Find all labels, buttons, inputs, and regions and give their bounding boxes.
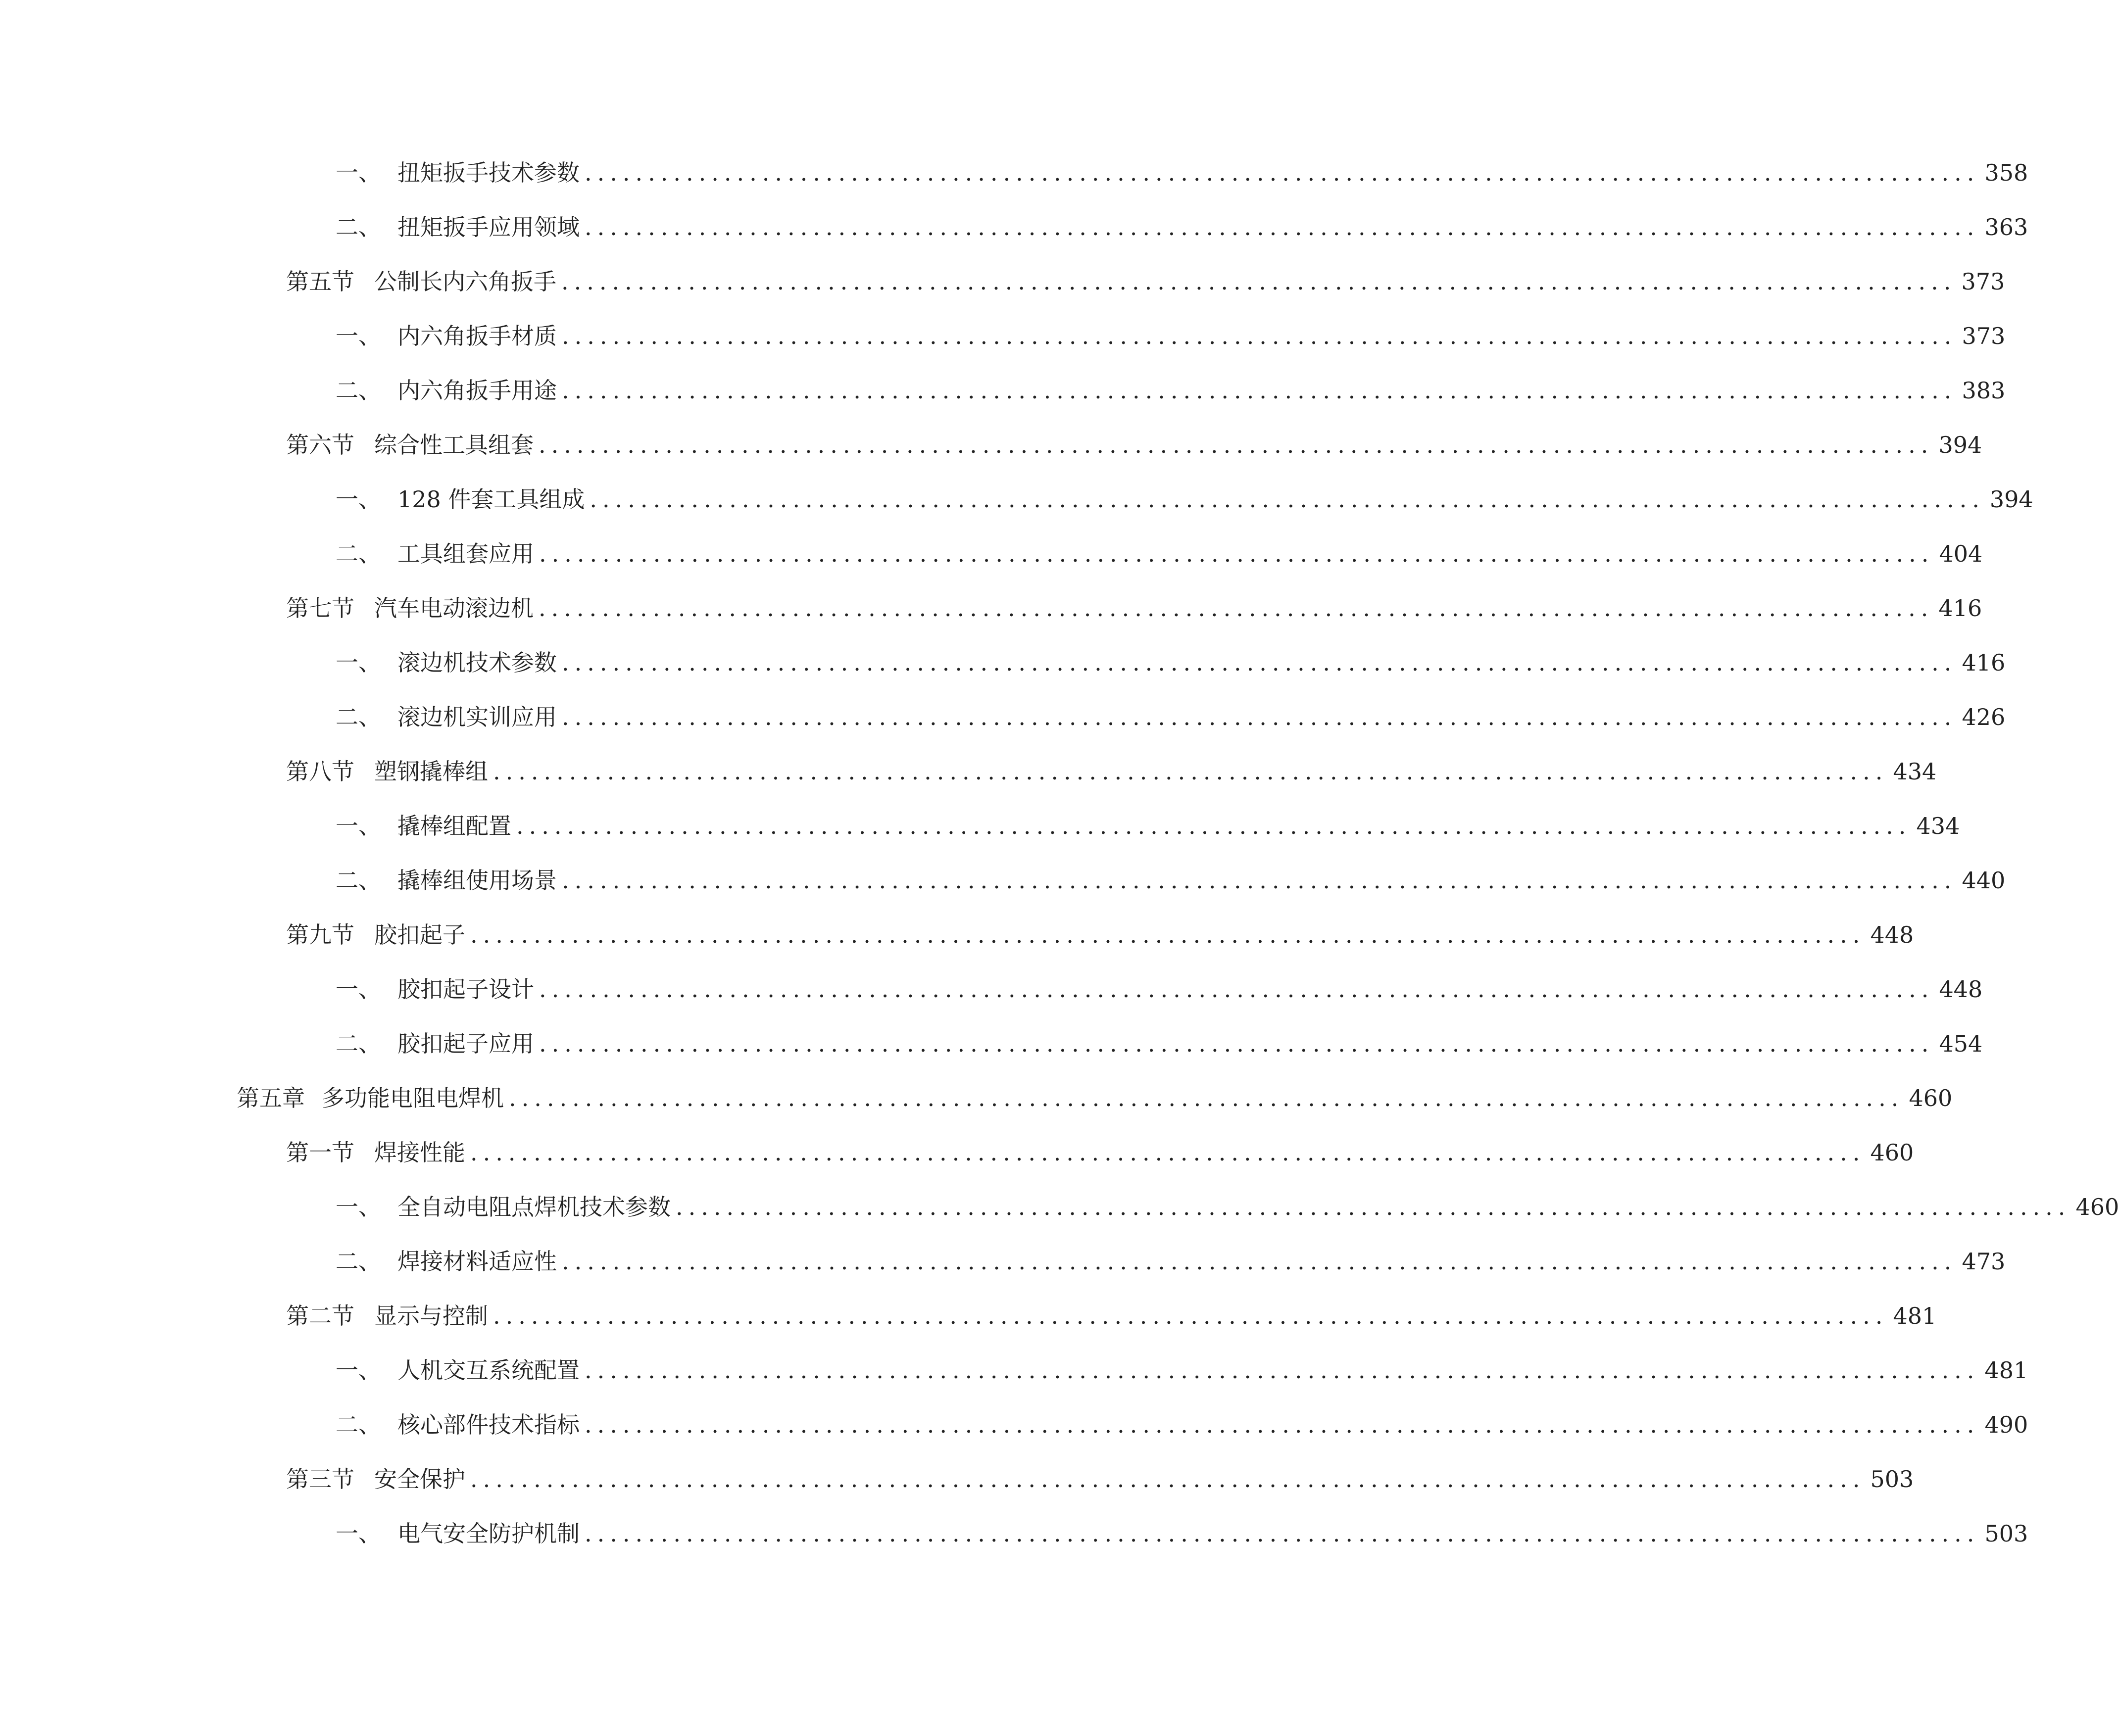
toc-entry-number: 一、 [336, 486, 381, 513]
toc-entry-number: 二、 [336, 214, 381, 241]
toc-dot-leader: .............................................................................................................. [470, 1139, 1866, 1166]
toc-entry[interactable] [336, 1024, 1983, 1063]
toc-entry-title: 滚边机实训应用 [397, 704, 557, 730]
toc-entry-number: 第五章 [237, 1085, 305, 1111]
toc-dot-leader: .............................................................................................................. [562, 1248, 1957, 1275]
toc-entry-title: 撬棒组使用场景 [397, 867, 557, 894]
toc-entry-title: 胶扣起子设计 [397, 976, 534, 1003]
toc-dot-leader: .............................................................................................................. [590, 486, 1985, 513]
toc-entry[interactable] [336, 1242, 2006, 1281]
toc-entry-number: 一、 [336, 1520, 381, 1547]
toc-dot-leader: .............................................................................................................. [585, 1357, 1980, 1384]
toc-page-number: 434 [1916, 813, 1960, 839]
toc-page-number: 490 [1984, 1411, 2028, 1438]
toc-dot-leader: .............................................................................................................. [676, 1194, 2071, 1220]
toc-entry-title: 汽车电动滚边机 [374, 595, 534, 622]
toc-dot-leader: .............................................................................................................. [493, 758, 1888, 785]
toc-page-number: 373 [1962, 323, 2006, 349]
toc-dot-leader: .............................................................................................................. [470, 921, 1866, 948]
toc-entry-title: 内六角扳手用途 [397, 377, 557, 404]
toc-dot-leader: .............................................................................................................. [539, 1030, 1934, 1057]
toc-entry-number: 一、 [336, 159, 381, 186]
toc-entry-title: 滚边机技术参数 [397, 649, 557, 676]
toc-dot-leader: .............................................................................................................. [539, 595, 1934, 622]
toc-entry[interactable] [286, 1459, 1914, 1499]
toc-entry[interactable] [336, 371, 2006, 410]
toc-entry-title: 多功能电阻电焊机 [322, 1085, 504, 1111]
toc-page-number: 503 [1984, 1520, 2028, 1547]
toc-entry-title: 撬棒组配置 [397, 813, 511, 839]
toc-entry[interactable] [336, 861, 2006, 900]
toc-entry-number: 一、 [336, 649, 381, 676]
toc-dot-leader: .............................................................................................................. [562, 867, 1957, 894]
toc-entry-title: 公制长内六角扳手 [374, 268, 556, 295]
toc-entry-title: 显示与控制 [374, 1302, 488, 1329]
toc-dot-leader: .............................................................................................................. [561, 268, 1957, 295]
toc-page-number: 481 [1984, 1357, 2028, 1384]
toc-page-number: 440 [1962, 867, 2006, 894]
toc-entry-number: 二、 [336, 867, 381, 894]
toc-entry[interactable] [336, 1350, 2028, 1390]
toc-page-number: 460 [1870, 1139, 1914, 1166]
toc-page-number: 383 [1962, 377, 2006, 404]
toc-entry-number: 第二节 [286, 1302, 354, 1329]
toc-entry[interactable] [286, 425, 1982, 465]
toc-entry-title: 内六角扳手材质 [397, 323, 557, 349]
toc-entry-number: 第一节 [286, 1139, 354, 1166]
toc-entry[interactable] [237, 1078, 1953, 1118]
toc-dot-leader: .............................................................................................................. [516, 813, 1912, 839]
toc-page-number: 460 [1909, 1085, 1953, 1111]
toc-entry-title: 工具组套应用 [397, 540, 534, 567]
toc-dot-leader: .............................................................................................................. [562, 649, 1957, 676]
toc-dot-leader: .............................................................................................................. [470, 1466, 1866, 1493]
toc-entry-number: 一、 [336, 1357, 381, 1384]
toc-entry[interactable] [336, 1405, 2028, 1445]
toc-entry[interactable] [336, 969, 1983, 1009]
toc-dot-leader: .............................................................................................................. [585, 214, 1980, 241]
toc-entry[interactable] [336, 643, 2006, 682]
toc-entry-title: 电气安全防护机制 [397, 1520, 580, 1547]
toc-entry-number: 二、 [336, 1248, 381, 1275]
toc-entry-number: 第九节 [286, 921, 354, 948]
toc-entry[interactable] [286, 915, 1914, 955]
toc-entry[interactable] [336, 1187, 2119, 1227]
toc-entry-title: 核心部件技术指标 [397, 1411, 580, 1438]
toc-page-number: 373 [1961, 268, 2005, 295]
toc-dot-leader: .............................................................................................................. [585, 1411, 1980, 1438]
toc-entry-title: 安全保护 [374, 1466, 465, 1493]
toc-dot-leader: .............................................................................................................. [539, 432, 1934, 458]
toc-entry-number: 第五节 [286, 268, 354, 295]
toc-page-number: 394 [1938, 432, 1982, 458]
toc-page-number: 416 [1962, 649, 2006, 676]
toc-entry-title: 全自动电阻点焊机技术参数 [397, 1194, 671, 1220]
toc-dot-leader: .............................................................................................................. [585, 159, 1980, 186]
toc-entry-title: 胶扣起子应用 [397, 1030, 534, 1057]
toc-page-number: 426 [1962, 704, 2006, 730]
toc-page-number: 363 [1984, 214, 2028, 241]
toc-entry-title: 胶扣起子 [374, 921, 465, 948]
toc-entry-title: 塑钢撬棒组 [374, 758, 488, 785]
toc-dot-leader: .............................................................................................................. [493, 1302, 1888, 1329]
toc-dot-leader: .............................................................................................................. [585, 1520, 1980, 1547]
toc-entry-number: 二、 [336, 704, 381, 730]
toc-entry[interactable] [286, 1133, 1914, 1172]
toc-page-number: 404 [1939, 540, 1983, 567]
toc-entry-number: 二、 [336, 1030, 381, 1057]
toc-page-number: 448 [1939, 976, 1983, 1003]
toc-entry-title: 扭矩扳手应用领域 [397, 214, 580, 241]
toc-page-number: 473 [1962, 1248, 2006, 1275]
toc-dot-leader: .............................................................................................................. [509, 1085, 1904, 1111]
toc-entry-title: 焊接材料适应性 [397, 1248, 557, 1275]
toc-dot-leader: .............................................................................................................. [562, 323, 1957, 349]
toc-entry-number: 一、 [336, 323, 381, 349]
toc-entry-number: 第七节 [286, 595, 354, 622]
toc-entry-title: 扭矩扳手技术参数 [397, 159, 580, 186]
toc-page-number: 454 [1939, 1030, 1983, 1057]
toc-entry-number: 一、 [336, 1194, 381, 1220]
toc-entry[interactable] [336, 697, 2006, 737]
toc-entry-number: 一、 [336, 813, 381, 839]
toc-entry[interactable] [336, 480, 2033, 519]
toc-entry-number: 二、 [336, 1411, 381, 1438]
toc-entry-number: 第六节 [286, 432, 354, 458]
toc-entry-number: 一、 [336, 976, 381, 1003]
toc-entry[interactable] [336, 806, 1960, 846]
toc-entry-number: 第三节 [286, 1466, 354, 1493]
toc-page-number: 460 [2075, 1194, 2119, 1220]
toc-entry[interactable] [336, 534, 1983, 574]
toc-entry-title: 焊接性能 [374, 1139, 465, 1166]
toc-entry[interactable] [336, 1514, 2028, 1553]
toc-page-number: 434 [1893, 758, 1937, 785]
toc-page-number: 394 [1989, 486, 2033, 513]
toc-dot-leader: .............................................................................................................. [539, 976, 1934, 1003]
toc-entry-number: 第八节 [286, 758, 354, 785]
toc-entry-title: 人机交互系统配置 [397, 1357, 580, 1384]
toc-entry-number: 二、 [336, 540, 381, 567]
toc-dot-leader: .............................................................................................................. [539, 540, 1934, 567]
toc-entry[interactable] [286, 752, 1937, 791]
toc-entry[interactable] [286, 588, 1982, 628]
toc-page-number: 358 [1984, 159, 2028, 186]
toc-entry-title: 128 件套工具组成 [397, 486, 585, 513]
toc-dot-leader: .............................................................................................................. [562, 704, 1957, 730]
toc-entry[interactable] [336, 153, 2028, 193]
toc-page-number: 503 [1870, 1466, 1914, 1493]
toc-page-number: 448 [1870, 921, 1914, 948]
toc-entry[interactable] [336, 316, 2006, 356]
toc-entry-title: 综合性工具组套 [374, 432, 534, 458]
toc-dot-leader: .............................................................................................................. [562, 377, 1957, 404]
toc-entry-number: 二、 [336, 377, 381, 404]
toc-page-number: 416 [1938, 595, 1982, 622]
toc-entry[interactable] [286, 262, 2005, 301]
toc-entry[interactable] [336, 207, 2028, 247]
toc-entry[interactable] [286, 1296, 1937, 1336]
toc-page-number: 481 [1893, 1302, 1937, 1329]
